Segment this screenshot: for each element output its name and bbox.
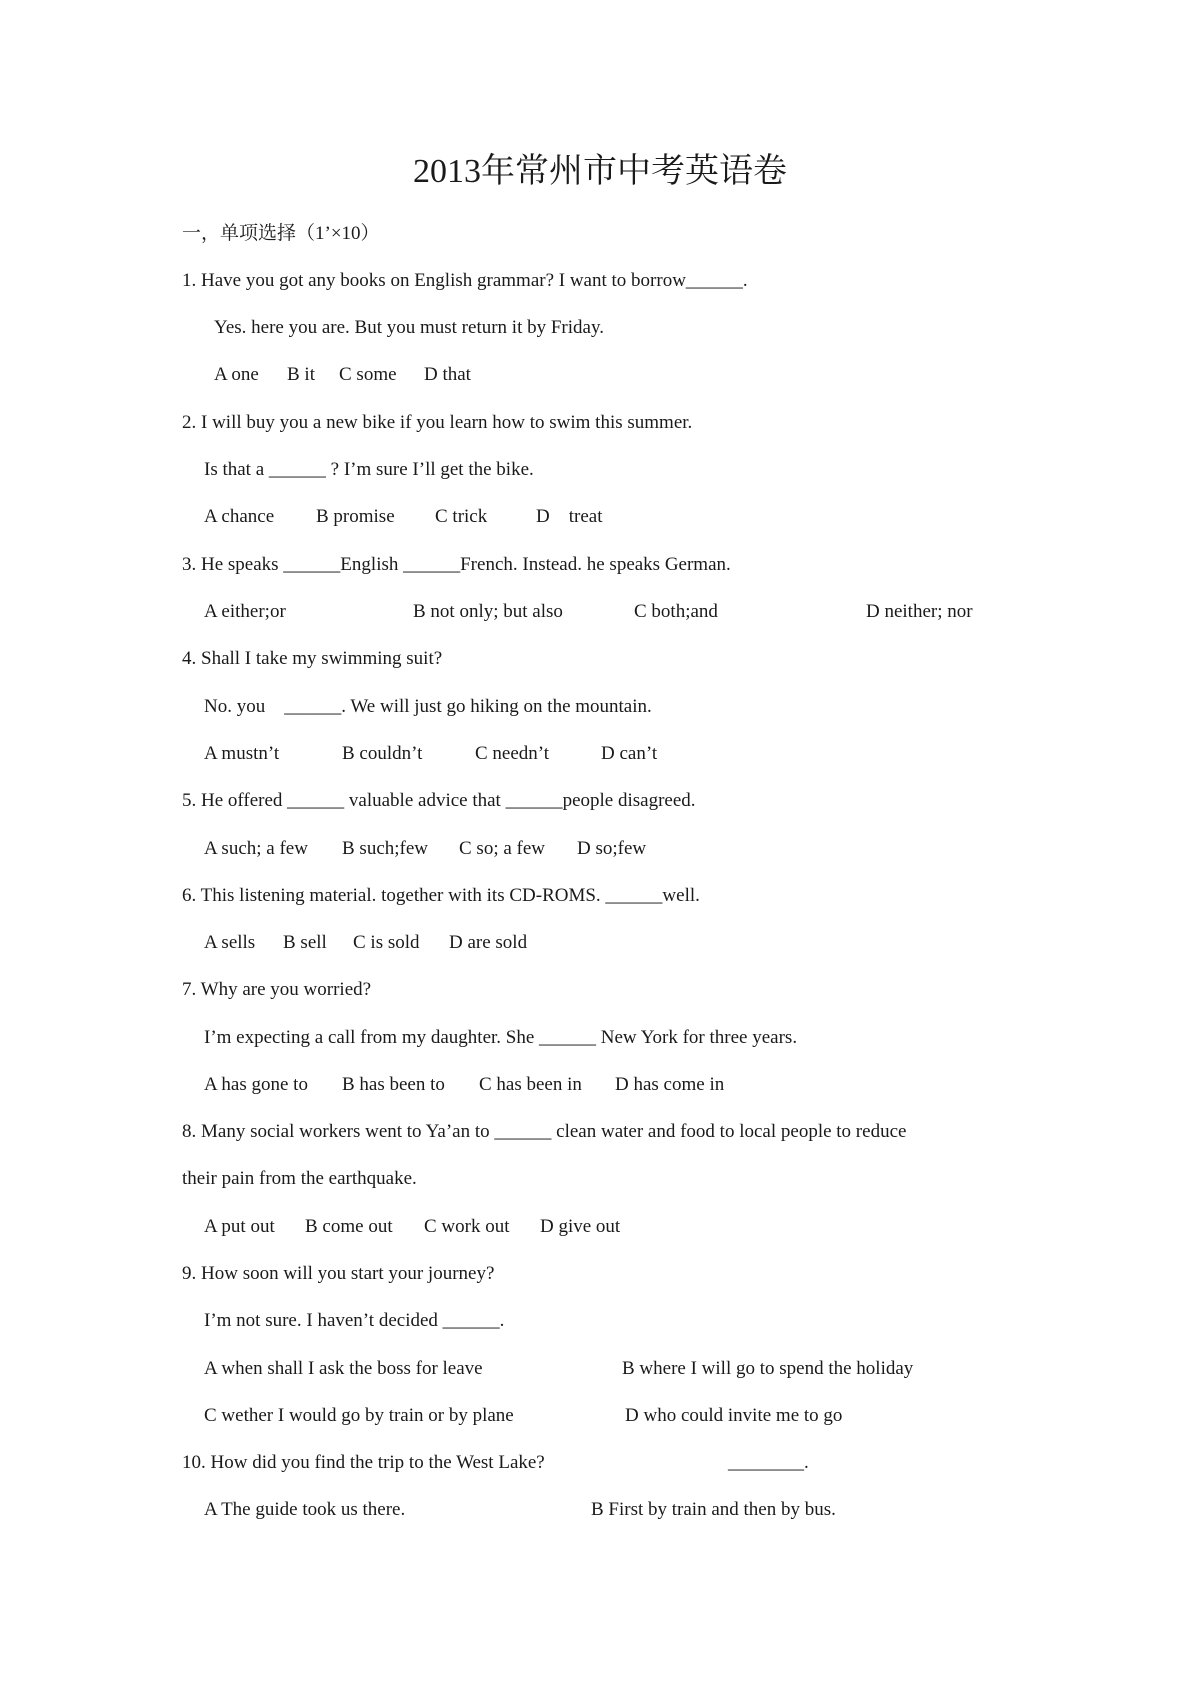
option[interactable]: B First by train and then by bus. — [591, 1499, 836, 1520]
question-2-stem: 2. I will buy you a new bike if you learn how to swim this summer. — [182, 412, 693, 433]
option[interactable]: D that — [424, 364, 471, 385]
question-1-stem: 1. Have you got any books on English grammar? I want to borrow______. — [182, 270, 748, 291]
question-9-stem: 9. How soon will you start your journey? — [182, 1263, 495, 1284]
option[interactable]: A one — [214, 364, 259, 385]
option[interactable]: D give out — [540, 1216, 621, 1237]
question-4-stem: 4. Shall I take my swimming suit? — [182, 648, 443, 669]
option[interactable]: B has been to — [342, 1074, 445, 1095]
question-7-reply: I’m expecting a call from my daughter. She ______ New York for three years. — [204, 1027, 798, 1048]
section-heading: 一，单项选择（1’×10） — [182, 223, 380, 244]
option[interactable]: C so; a few — [459, 838, 546, 859]
question-3-stem: 3. He speaks ______English ______French. Instead. he speaks German. — [182, 554, 731, 575]
question-1-reply: Yes. here you are. But you must return it by Friday. — [214, 317, 604, 338]
option[interactable]: D neither; nor — [866, 601, 973, 622]
option[interactable]: C both;and — [634, 601, 718, 622]
question-10-stem: 10. How did you find the trip to the West Lake? — [182, 1452, 545, 1473]
option[interactable]: C is sold — [353, 932, 420, 953]
option[interactable]: C some — [339, 364, 397, 385]
question-8-stem-continued: their pain from the earthquake. — [182, 1168, 417, 1189]
question-10-answer-blank: ________. — [728, 1452, 809, 1473]
option[interactable]: B not only; but also — [413, 601, 563, 622]
question-6-stem: 6. This listening material. together with its CD-ROMS. ______well. — [182, 885, 700, 906]
option[interactable]: C wether I would go by train or by plane — [204, 1405, 514, 1426]
option[interactable]: D who could invite me to go — [625, 1405, 843, 1426]
option[interactable]: C needn’t — [475, 743, 550, 764]
exam-title: 2013年常州市中考英语卷 — [413, 153, 787, 190]
option[interactable]: B promise — [316, 506, 395, 527]
option[interactable]: A when shall I ask the boss for leave — [204, 1358, 483, 1379]
option[interactable]: D treat — [536, 506, 603, 527]
question-5-stem: 5. He offered ______ valuable advice that ______people disagreed. — [182, 790, 696, 811]
option[interactable]: A The guide took us there. — [204, 1499, 406, 1520]
question-7-stem: 7. Why are you worried? — [182, 979, 372, 1000]
option[interactable]: C has been in — [479, 1074, 582, 1095]
option[interactable]: A chance — [204, 506, 275, 527]
option[interactable]: A put out — [204, 1216, 275, 1237]
option[interactable]: B where I will go to spend the holiday — [622, 1358, 914, 1379]
option[interactable]: B come out — [305, 1216, 393, 1237]
question-9-reply: I’m not sure. I haven’t decided ______. — [204, 1310, 505, 1331]
option[interactable]: D can’t — [601, 743, 658, 764]
option[interactable]: A such; a few — [204, 838, 308, 859]
question-4-reply: No. you ______. We will just go hiking on the mountain. — [204, 696, 652, 717]
option[interactable]: A either;or — [204, 601, 286, 622]
option[interactable]: D has come in — [615, 1074, 725, 1095]
option[interactable]: D are sold — [449, 932, 528, 953]
option[interactable]: C work out — [424, 1216, 510, 1237]
option[interactable]: A sells — [204, 932, 256, 953]
option[interactable]: A mustn’t — [204, 743, 280, 764]
option[interactable]: B such;few — [342, 838, 429, 859]
option[interactable]: C trick — [435, 506, 488, 527]
question-8-stem: 8. Many social workers went to Ya’an to ______ clean water and food to local people to reduce — [182, 1121, 907, 1142]
option[interactable]: A has gone to — [204, 1074, 308, 1095]
option[interactable]: B it — [287, 364, 315, 385]
question-2-reply: Is that a ______ ? I’m sure I’ll get the bike. — [204, 459, 534, 480]
option[interactable]: D so;few — [577, 838, 647, 859]
option[interactable]: B sell — [283, 932, 327, 953]
option[interactable]: B couldn’t — [342, 743, 423, 764]
